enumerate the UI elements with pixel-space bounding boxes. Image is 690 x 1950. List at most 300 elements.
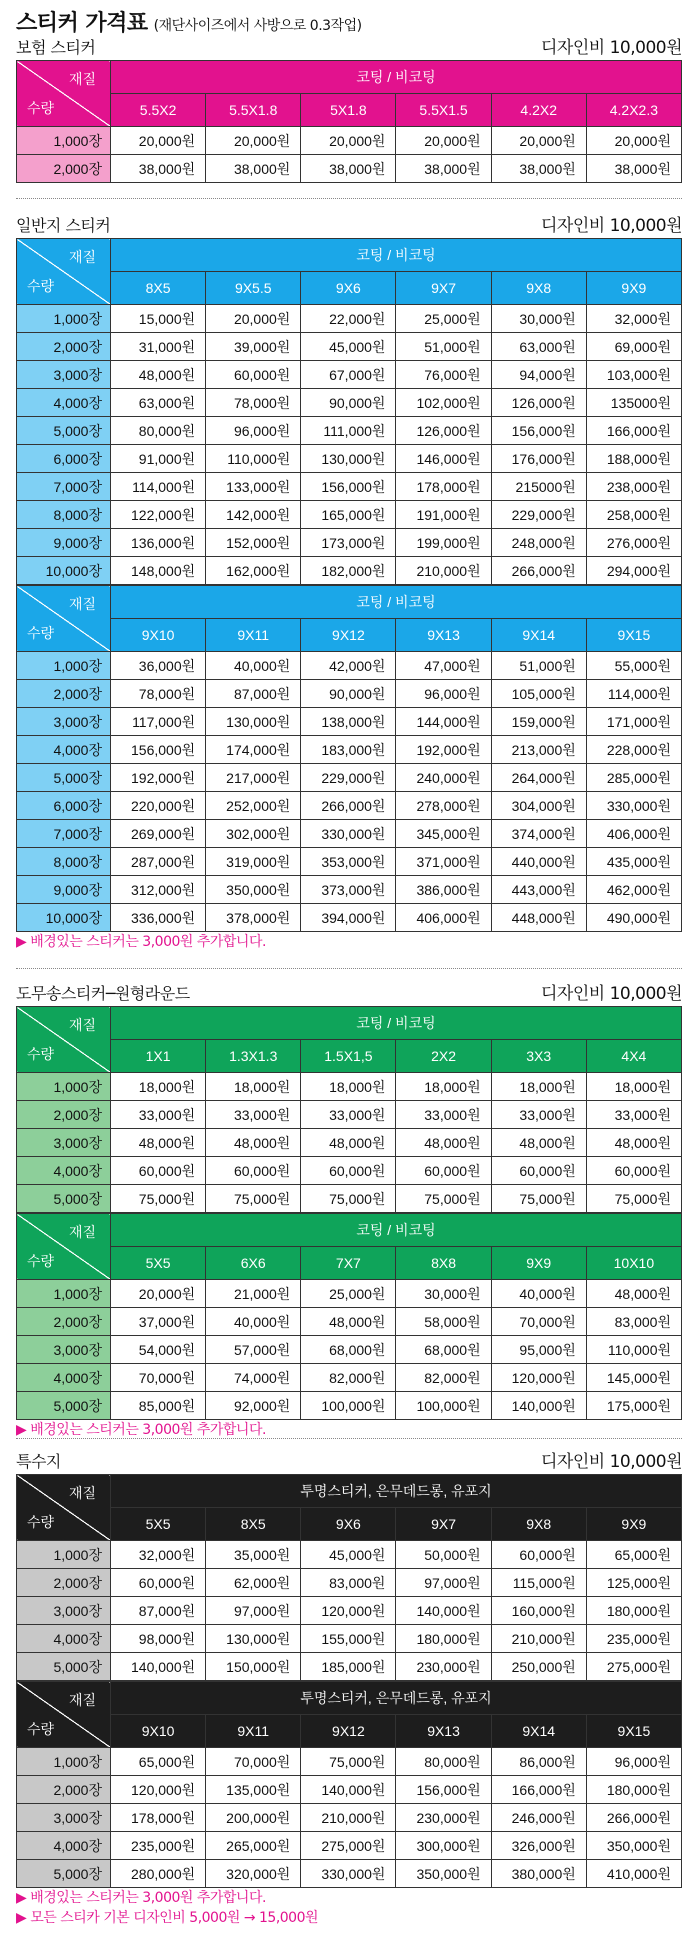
price-cell: 40,000원 xyxy=(206,1308,301,1336)
price-cell: 302,000원 xyxy=(206,820,301,848)
price-cell: 68,000원 xyxy=(396,1336,491,1364)
quantity-cell: 10,000장 xyxy=(17,557,111,585)
header-corner xyxy=(17,1682,111,1748)
price-cell: 266,000원 xyxy=(586,1804,681,1832)
quantity-cell: 3,000장 xyxy=(17,1804,111,1832)
quantity-label: 수량 xyxy=(27,278,55,294)
size-header: 7X7 xyxy=(301,1247,396,1280)
price-cell: 15,000원 xyxy=(111,305,206,333)
quantity-cell: 3,000장 xyxy=(17,361,111,389)
price-cell: 148,000원 xyxy=(111,557,206,585)
table-row xyxy=(17,1364,682,1392)
table-row xyxy=(17,127,682,155)
size-header: 8X8 xyxy=(396,1247,491,1280)
table-row xyxy=(17,389,682,417)
price-cell: 31,000원 xyxy=(111,333,206,361)
price-cell: 50,000원 xyxy=(396,1541,491,1569)
section-header xyxy=(16,1450,682,1474)
price-cell: 70,000원 xyxy=(491,1308,586,1336)
price-cell: 54,000원 xyxy=(111,1336,206,1364)
price-table xyxy=(16,1474,682,1681)
price-cell: 319,000원 xyxy=(206,848,301,876)
table-row xyxy=(17,1597,682,1625)
price-cell: 75,000원 xyxy=(301,1748,396,1776)
price-cell: 85,000원 xyxy=(111,1392,206,1420)
quantity-cell: 10,000장 xyxy=(17,904,111,932)
price-cell: 235,000원 xyxy=(586,1625,681,1653)
header-row-sizes xyxy=(17,1508,682,1541)
price-cell: 74,000원 xyxy=(206,1364,301,1392)
quantity-cell: 5,000장 xyxy=(17,1860,111,1888)
price-cell: 294,000원 xyxy=(586,557,681,585)
price-cell: 210,000원 xyxy=(396,557,491,585)
table-row xyxy=(17,820,682,848)
material-header: 투명스티커, 은무데드롱, 유포지 xyxy=(111,1475,682,1508)
material-header: 코팅 / 비코팅 xyxy=(111,239,682,272)
size-header: 5X5 xyxy=(111,1247,206,1280)
price-cell: 136,000원 xyxy=(111,529,206,557)
table-row xyxy=(17,708,682,736)
section-title: 도무송스티커─원형라운드 xyxy=(16,984,190,1003)
size-header: 9X9 xyxy=(586,1508,681,1541)
size-header: 1.5X1,5 xyxy=(301,1040,396,1073)
size-header: 9X15 xyxy=(586,1715,681,1748)
price-cell: 97,000원 xyxy=(396,1569,491,1597)
price-cell: 60,000원 xyxy=(206,1157,301,1185)
price-cell: 75,000원 xyxy=(491,1185,586,1213)
size-header: 9X12 xyxy=(301,1715,396,1748)
quantity-cell: 1,000장 xyxy=(17,1541,111,1569)
price-cell: 45,000원 xyxy=(301,1541,396,1569)
size-header: 1X1 xyxy=(111,1040,206,1073)
price-cell: 126,000원 xyxy=(491,389,586,417)
price-cell: 20,000원 xyxy=(301,127,396,155)
table-row xyxy=(17,1073,682,1101)
quantity-cell: 5,000장 xyxy=(17,1185,111,1213)
price-cell: 320,000원 xyxy=(206,1860,301,1888)
price-cell: 156,000원 xyxy=(491,417,586,445)
price-cell: 217,000원 xyxy=(206,764,301,792)
quantity-cell: 1,000장 xyxy=(17,305,111,333)
price-cell: 160,000원 xyxy=(491,1597,586,1625)
price-cell: 210,000원 xyxy=(301,1804,396,1832)
price-cell: 30,000원 xyxy=(491,305,586,333)
table-row xyxy=(17,1101,682,1129)
price-cell: 266,000원 xyxy=(491,557,586,585)
quantity-label: 수량 xyxy=(27,1046,55,1062)
price-cell: 140,000원 xyxy=(491,1392,586,1420)
surcharge-note: ▶ 배경있는 스티커는 3,000원 추가합니다. xyxy=(16,1422,266,1438)
surcharge-note: ▶ 모든 스티카 기본 디자인비 5,000원 → 15,000원 xyxy=(16,1910,319,1926)
size-header: 9X10 xyxy=(111,619,206,652)
price-cell: 48,000원 xyxy=(206,1129,301,1157)
price-cell: 86,000원 xyxy=(491,1748,586,1776)
size-header: 9X11 xyxy=(206,619,301,652)
price-cell: 130,000원 xyxy=(206,708,301,736)
price-cell: 25,000원 xyxy=(301,1280,396,1308)
price-cell: 178,000원 xyxy=(111,1804,206,1832)
price-cell: 330,000원 xyxy=(301,820,396,848)
price-cell: 18,000원 xyxy=(396,1073,491,1101)
table-row xyxy=(17,155,682,183)
price-cell: 350,000원 xyxy=(396,1860,491,1888)
material-label: 재질 xyxy=(68,596,96,612)
header-corner xyxy=(17,1475,111,1541)
table-row xyxy=(17,1625,682,1653)
price-cell: 60,000원 xyxy=(301,1157,396,1185)
quantity-cell: 1,000장 xyxy=(17,1073,111,1101)
price-cell: 57,000원 xyxy=(206,1336,301,1364)
price-cell: 20,000원 xyxy=(586,127,681,155)
price-cell: 120,000원 xyxy=(111,1776,206,1804)
surcharge-note: ▶ 배경있는 스티커는 3,000원 추가합니다. xyxy=(16,934,266,950)
table-row xyxy=(17,1804,682,1832)
price-cell: 394,000원 xyxy=(301,904,396,932)
price-cell: 144,000원 xyxy=(396,708,491,736)
price-cell: 188,000원 xyxy=(586,445,681,473)
price-cell: 250,000원 xyxy=(491,1653,586,1681)
price-cell: 110,000원 xyxy=(206,445,301,473)
table-row xyxy=(17,1541,682,1569)
price-cell: 152,000원 xyxy=(206,529,301,557)
price-cell: 105,000원 xyxy=(491,680,586,708)
price-cell: 75,000원 xyxy=(586,1185,681,1213)
price-cell: 200,000원 xyxy=(206,1804,301,1832)
size-header: 5.5X1.5 xyxy=(396,94,491,127)
price-cell: 371,000원 xyxy=(396,848,491,876)
price-table xyxy=(16,1006,682,1213)
price-cell: 102,000원 xyxy=(396,389,491,417)
price-cell: 42,000원 xyxy=(301,652,396,680)
price-cell: 48,000원 xyxy=(586,1129,681,1157)
size-header: 9X14 xyxy=(491,1715,586,1748)
price-cell: 111,000원 xyxy=(301,417,396,445)
material-header: 투명스티커, 은무데드롱, 유포지 xyxy=(111,1682,682,1715)
quantity-cell: 1,000장 xyxy=(17,127,111,155)
price-table xyxy=(16,60,682,183)
price-cell: 60,000원 xyxy=(206,361,301,389)
quantity-cell: 2,000장 xyxy=(17,333,111,361)
size-header: 9X11 xyxy=(206,1715,301,1748)
price-cell: 33,000원 xyxy=(206,1101,301,1129)
quantity-cell: 2,000장 xyxy=(17,680,111,708)
size-header: 5.5X2 xyxy=(111,94,206,127)
table-row xyxy=(17,557,682,585)
price-cell: 378,000원 xyxy=(206,904,301,932)
table-row xyxy=(17,736,682,764)
quantity-cell: 9,000장 xyxy=(17,529,111,557)
table-row xyxy=(17,1129,682,1157)
price-cell: 83,000원 xyxy=(301,1569,396,1597)
quantity-cell: 4,000장 xyxy=(17,1625,111,1653)
price-cell: 126,000원 xyxy=(396,417,491,445)
table-row xyxy=(17,1280,682,1308)
size-header: 9X13 xyxy=(396,619,491,652)
price-cell: 25,000원 xyxy=(396,305,491,333)
price-cell: 312,000원 xyxy=(111,876,206,904)
price-cell: 96,000원 xyxy=(586,1748,681,1776)
price-cell: 103,000원 xyxy=(586,361,681,389)
material-label: 재질 xyxy=(68,71,96,87)
price-cell: 122,000원 xyxy=(111,501,206,529)
price-cell: 60,000원 xyxy=(111,1157,206,1185)
price-cell: 443,000원 xyxy=(491,876,586,904)
header-row-sizes xyxy=(17,94,682,127)
price-cell: 175,000원 xyxy=(586,1392,681,1420)
quantity-cell: 9,000장 xyxy=(17,876,111,904)
price-cell: 115,000원 xyxy=(491,1569,586,1597)
design-fee: 디자인비 10,000원 xyxy=(541,38,682,58)
size-header: 9X7 xyxy=(396,272,491,305)
price-cell: 269,000원 xyxy=(111,820,206,848)
price-cell: 38,000원 xyxy=(301,155,396,183)
section-black xyxy=(16,1450,682,1928)
price-cell: 100,000원 xyxy=(396,1392,491,1420)
price-cell: 173,000원 xyxy=(301,529,396,557)
size-header: 3X3 xyxy=(491,1040,586,1073)
price-cell: 33,000원 xyxy=(491,1101,586,1129)
price-cell: 156,000원 xyxy=(396,1776,491,1804)
price-cell: 33,000원 xyxy=(586,1101,681,1129)
section-blue xyxy=(16,214,682,952)
price-cell: 185,000원 xyxy=(301,1653,396,1681)
price-cell: 96,000원 xyxy=(396,680,491,708)
price-cell: 133,000원 xyxy=(206,473,301,501)
price-cell: 165,000원 xyxy=(301,501,396,529)
price-cell: 36,000원 xyxy=(111,652,206,680)
price-cell: 345,000원 xyxy=(396,820,491,848)
price-cell: 98,000원 xyxy=(111,1625,206,1653)
price-cell: 171,000원 xyxy=(586,708,681,736)
size-header: 2X2 xyxy=(396,1040,491,1073)
size-header: 4.2X2 xyxy=(491,94,586,127)
quantity-cell: 2,000장 xyxy=(17,155,111,183)
table-row xyxy=(17,501,682,529)
quantity-cell: 4,000장 xyxy=(17,1364,111,1392)
price-cell: 38,000원 xyxy=(111,155,206,183)
price-cell: 130,000원 xyxy=(301,445,396,473)
price-cell: 386,000원 xyxy=(396,876,491,904)
header-row-sizes xyxy=(17,1247,682,1280)
material-header: 코팅 / 비코팅 xyxy=(111,1007,682,1040)
price-cell: 174,000원 xyxy=(206,736,301,764)
price-cell: 110,000원 xyxy=(586,1336,681,1364)
price-cell: 125,000원 xyxy=(586,1569,681,1597)
material-label: 재질 xyxy=(68,1017,96,1033)
size-header: 10X10 xyxy=(586,1247,681,1280)
size-header: 5.5X1.8 xyxy=(206,94,301,127)
size-header: 9X15 xyxy=(586,619,681,652)
price-cell: 63,000원 xyxy=(491,333,586,361)
table-row xyxy=(17,1832,682,1860)
price-cell: 229,000원 xyxy=(301,764,396,792)
price-cell: 275,000원 xyxy=(586,1653,681,1681)
price-cell: 63,000원 xyxy=(111,389,206,417)
price-table xyxy=(16,585,682,932)
price-cell: 140,000원 xyxy=(111,1653,206,1681)
price-cell: 130,000원 xyxy=(206,1625,301,1653)
price-cell: 176,000원 xyxy=(491,445,586,473)
price-cell: 300,000원 xyxy=(396,1832,491,1860)
quantity-cell: 4,000장 xyxy=(17,736,111,764)
size-header: 9X6 xyxy=(301,1508,396,1541)
price-cell: 490,000원 xyxy=(586,904,681,932)
table-row xyxy=(17,876,682,904)
section-divider xyxy=(16,968,682,969)
header-row-sizes xyxy=(17,1715,682,1748)
quantity-cell: 3,000장 xyxy=(17,708,111,736)
price-cell: 228,000원 xyxy=(586,736,681,764)
price-cell: 32,000원 xyxy=(586,305,681,333)
table-row xyxy=(17,333,682,361)
quantity-cell: 8,000장 xyxy=(17,501,111,529)
material-label: 재질 xyxy=(68,1692,96,1708)
price-cell: 275,000원 xyxy=(301,1832,396,1860)
price-cell: 285,000원 xyxy=(586,764,681,792)
price-cell: 210,000원 xyxy=(491,1625,586,1653)
price-cell: 20,000원 xyxy=(111,1280,206,1308)
section-header xyxy=(16,214,682,238)
section-pink xyxy=(16,36,682,183)
header-row-material xyxy=(17,239,682,272)
price-cell: 220,000원 xyxy=(111,792,206,820)
quantity-cell: 1,000장 xyxy=(17,1748,111,1776)
price-cell: 45,000원 xyxy=(301,333,396,361)
section-divider xyxy=(16,198,682,199)
price-cell: 22,000원 xyxy=(301,305,396,333)
price-cell: 235,000원 xyxy=(111,1832,206,1860)
quantity-cell: 1,000장 xyxy=(17,1280,111,1308)
price-cell: 326,000원 xyxy=(491,1832,586,1860)
quantity-cell: 6,000장 xyxy=(17,445,111,473)
size-header: 6X6 xyxy=(206,1247,301,1280)
price-table xyxy=(16,1213,682,1420)
price-table xyxy=(16,1681,682,1888)
price-cell: 191,000원 xyxy=(396,501,491,529)
size-header: 5X1.8 xyxy=(301,94,396,127)
price-cell: 162,000원 xyxy=(206,557,301,585)
price-cell: 83,000원 xyxy=(586,1308,681,1336)
price-cell: 33,000원 xyxy=(301,1101,396,1129)
price-cell: 48,000원 xyxy=(111,361,206,389)
quantity-cell: 2,000장 xyxy=(17,1569,111,1597)
price-cell: 48,000원 xyxy=(491,1129,586,1157)
table-row xyxy=(17,1157,682,1185)
price-cell: 135,000원 xyxy=(206,1776,301,1804)
quantity-cell: 3,000장 xyxy=(17,1597,111,1625)
price-cell: 435,000원 xyxy=(586,848,681,876)
table-row xyxy=(17,473,682,501)
section-title: 보험 스티커 xyxy=(16,38,96,57)
price-cell: 90,000원 xyxy=(301,680,396,708)
size-header: 8X5 xyxy=(206,1508,301,1541)
price-cell: 87,000원 xyxy=(206,680,301,708)
quantity-cell: 2,000장 xyxy=(17,1308,111,1336)
price-cell: 51,000원 xyxy=(396,333,491,361)
price-cell: 65,000원 xyxy=(586,1541,681,1569)
price-cell: 90,000원 xyxy=(301,389,396,417)
price-cell: 248,000원 xyxy=(491,529,586,557)
table-row xyxy=(17,652,682,680)
price-cell: 240,000원 xyxy=(396,764,491,792)
size-header: 9X10 xyxy=(111,1715,206,1748)
material-header: 코팅 / 비코팅 xyxy=(111,1214,682,1247)
price-cell: 166,000원 xyxy=(586,417,681,445)
price-cell: 48,000원 xyxy=(396,1129,491,1157)
price-cell: 20,000원 xyxy=(206,305,301,333)
section-header xyxy=(16,36,682,60)
header-row-sizes xyxy=(17,1040,682,1073)
price-cell: 82,000원 xyxy=(301,1364,396,1392)
material-header: 코팅 / 비코팅 xyxy=(111,586,682,619)
price-cell: 40,000원 xyxy=(491,1280,586,1308)
size-header: 9X9 xyxy=(586,272,681,305)
price-cell: 32,000원 xyxy=(111,1541,206,1569)
section-title: 일반지 스티커 xyxy=(16,216,111,235)
table-row xyxy=(17,1860,682,1888)
quantity-cell: 1,000장 xyxy=(17,652,111,680)
price-cell: 38,000원 xyxy=(491,155,586,183)
size-header: 8X5 xyxy=(111,272,206,305)
price-cell: 60,000원 xyxy=(586,1157,681,1185)
header-corner xyxy=(17,239,111,305)
price-cell: 280,000원 xyxy=(111,1860,206,1888)
table-row xyxy=(17,1653,682,1681)
price-cell: 265,000원 xyxy=(206,1832,301,1860)
price-cell: 82,000원 xyxy=(396,1364,491,1392)
design-fee: 디자인비 10,000원 xyxy=(541,1452,682,1472)
price-cell: 20,000원 xyxy=(396,127,491,155)
price-cell: 230,000원 xyxy=(396,1653,491,1681)
price-cell: 406,000원 xyxy=(586,820,681,848)
price-cell: 229,000원 xyxy=(491,501,586,529)
table-row xyxy=(17,1308,682,1336)
section-header xyxy=(16,982,682,1006)
price-cell: 120,000원 xyxy=(301,1597,396,1625)
price-cell: 62,000원 xyxy=(206,1569,301,1597)
price-cell: 95,000원 xyxy=(491,1336,586,1364)
size-header: 5X5 xyxy=(111,1508,206,1541)
quantity-cell: 5,000장 xyxy=(17,1392,111,1420)
material-header: 코팅 / 비코팅 xyxy=(111,61,682,94)
price-cell: 75,000원 xyxy=(301,1185,396,1213)
header-row-sizes xyxy=(17,619,682,652)
price-cell: 146,000원 xyxy=(396,445,491,473)
price-cell: 75,000원 xyxy=(396,1185,491,1213)
size-header: 9X9 xyxy=(491,1247,586,1280)
price-cell: 266,000원 xyxy=(301,792,396,820)
price-cell: 21,000원 xyxy=(206,1280,301,1308)
price-cell: 20,000원 xyxy=(491,127,586,155)
quantity-label: 수량 xyxy=(27,1514,55,1530)
price-cell: 440,000원 xyxy=(491,848,586,876)
price-cell: 140,000원 xyxy=(301,1776,396,1804)
table-row xyxy=(17,792,682,820)
price-cell: 287,000원 xyxy=(111,848,206,876)
table-row xyxy=(17,1336,682,1364)
quantity-label: 수량 xyxy=(27,1253,55,1269)
header-row-material xyxy=(17,1214,682,1247)
size-header: 9X13 xyxy=(396,1715,491,1748)
table-row xyxy=(17,1748,682,1776)
quantity-cell: 2,000장 xyxy=(17,1101,111,1129)
quantity-cell: 5,000장 xyxy=(17,764,111,792)
price-cell: 304,000원 xyxy=(491,792,586,820)
price-cell: 180,000원 xyxy=(586,1776,681,1804)
price-cell: 135000원 xyxy=(586,389,681,417)
price-cell: 18,000원 xyxy=(206,1073,301,1101)
price-cell: 336,000원 xyxy=(111,904,206,932)
